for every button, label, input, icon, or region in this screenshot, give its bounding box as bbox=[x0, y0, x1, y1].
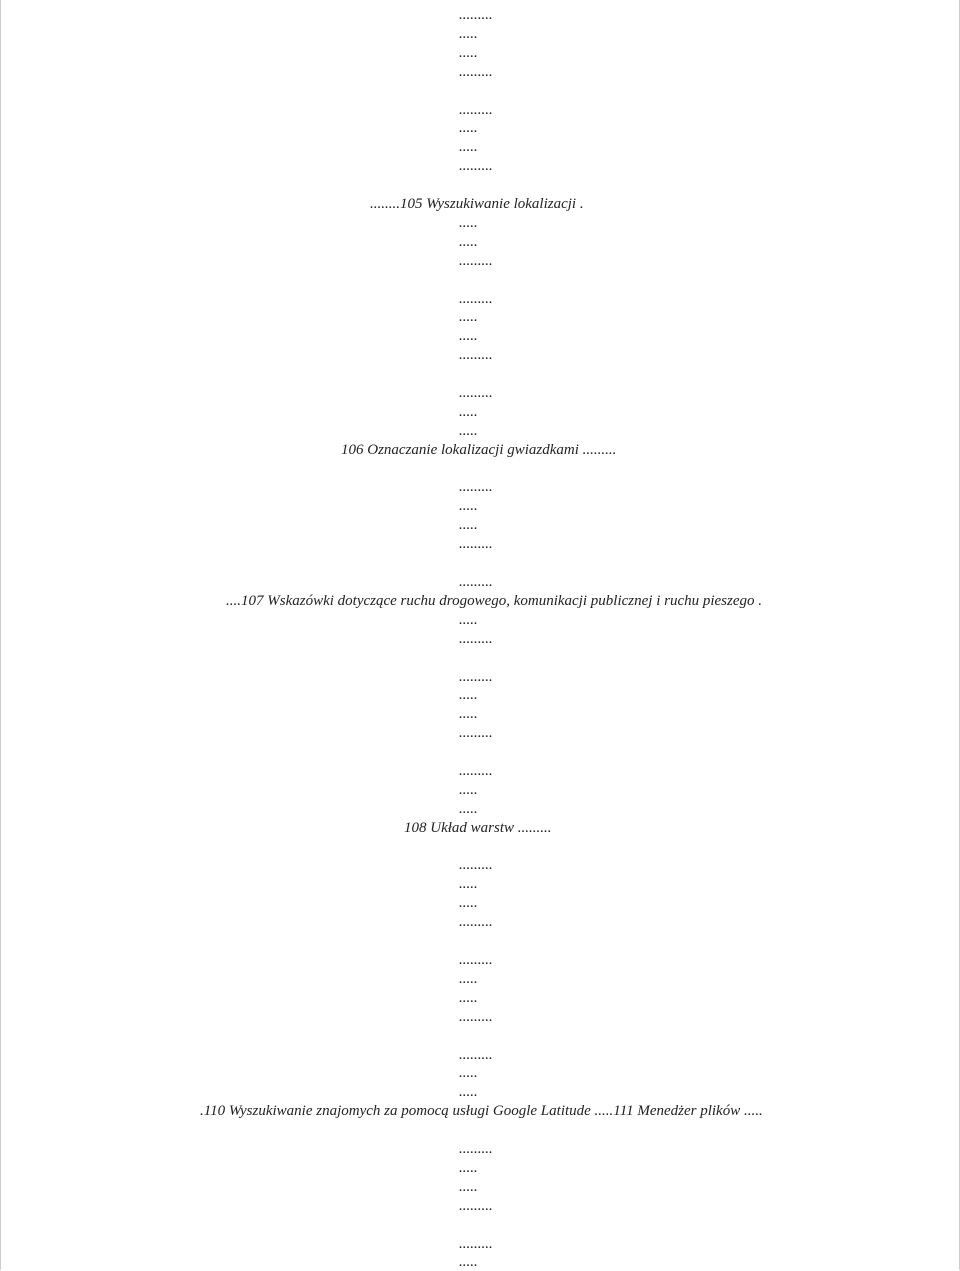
toc-leader-dots: ..... bbox=[459, 687, 478, 703]
toc-leader-dots: ......... bbox=[459, 1047, 493, 1063]
toc-leader-dots: ......... bbox=[459, 385, 493, 401]
toc-leader-dots: ..... bbox=[459, 45, 478, 61]
toc-leader-dots: ..... bbox=[459, 706, 478, 722]
toc-leader-dots: ......... bbox=[459, 725, 493, 741]
toc-leader-dots: ......... bbox=[459, 574, 493, 590]
toc-leader-dots: ..... bbox=[459, 517, 478, 533]
toc-leader-dots: ..... bbox=[459, 876, 478, 892]
toc-leader-dots: ......... bbox=[459, 102, 493, 118]
toc-leader-dots: ......... bbox=[459, 291, 493, 307]
toc-leader-dots: ......... bbox=[459, 1141, 493, 1157]
toc-leader-dots: ......... bbox=[459, 952, 493, 968]
toc-leader-dots: ..... bbox=[459, 26, 478, 42]
toc-leader-dots: ......... bbox=[459, 631, 493, 647]
toc-leader-dots: ..... bbox=[459, 971, 478, 987]
toc-leader-dots: ..... bbox=[459, 234, 478, 250]
toc-leader-dots: ..... bbox=[459, 801, 478, 817]
toc-leader-dots: ..... bbox=[459, 1254, 478, 1270]
toc-leader-dots: ..... bbox=[459, 1179, 478, 1195]
toc-entry[interactable]: 106 Oznaczanie lokalizacji gwiazdkami ......... bbox=[341, 442, 617, 458]
toc-leader-dots: ......... bbox=[459, 253, 493, 269]
toc-leader-dots: ......... bbox=[459, 763, 493, 779]
toc-leader-dots: ......... bbox=[459, 669, 493, 685]
toc-leader-dots: ......... bbox=[459, 1198, 493, 1214]
toc-leader-dots: ......... bbox=[459, 536, 493, 552]
toc-leader-dots: ..... bbox=[459, 895, 478, 911]
toc-leader-dots: ..... bbox=[459, 404, 478, 420]
toc-entry[interactable]: ....107 Wskazówki dotyczące ruchu drogowego, komunikacji publicznej i ruchu pieszego . bbox=[226, 593, 763, 609]
toc-entry[interactable]: ........105 Wyszukiwanie lokalizacji . bbox=[370, 196, 584, 212]
toc-leader-dots: ..... bbox=[459, 990, 478, 1006]
toc-leader-dots: ......... bbox=[459, 479, 493, 495]
page-border-left bbox=[0, 0, 1, 1270]
toc-leader-dots: ......... bbox=[459, 7, 493, 23]
toc-leader-dots: ......... bbox=[459, 158, 493, 174]
toc-leader-dots: ......... bbox=[459, 1009, 493, 1025]
toc-leader-dots: ..... bbox=[459, 423, 478, 439]
toc-leader-dots: ..... bbox=[459, 498, 478, 514]
toc-leader-dots: ......... bbox=[459, 347, 493, 363]
toc-leader-dots: ..... bbox=[459, 1160, 478, 1176]
toc-leader-dots: ..... bbox=[459, 612, 478, 628]
toc-leader-dots: ..... bbox=[459, 782, 478, 798]
toc-leader-dots: ......... bbox=[459, 64, 493, 80]
toc-leader-dots: ......... bbox=[459, 914, 493, 930]
toc-leader-dots: ..... bbox=[459, 1084, 478, 1100]
toc-leader-dots: ......... bbox=[459, 1236, 493, 1252]
toc-entry[interactable]: .110 Wyszukiwanie znajomych za pomocą usługi Google Latitude .....111 Menedżer plików ..... bbox=[200, 1103, 763, 1119]
toc-leader-dots: ..... bbox=[459, 328, 478, 344]
toc-leader-dots: ..... bbox=[459, 120, 478, 136]
toc-entry[interactable]: 108 Układ warstw ......... bbox=[404, 820, 552, 836]
toc-leader-dots: ......... bbox=[459, 857, 493, 873]
toc-leader-dots: ..... bbox=[459, 215, 478, 231]
toc-leader-dots: ..... bbox=[459, 1065, 478, 1081]
toc-leader-dots: ..... bbox=[459, 139, 478, 155]
toc-leader-dots: ..... bbox=[459, 309, 478, 325]
